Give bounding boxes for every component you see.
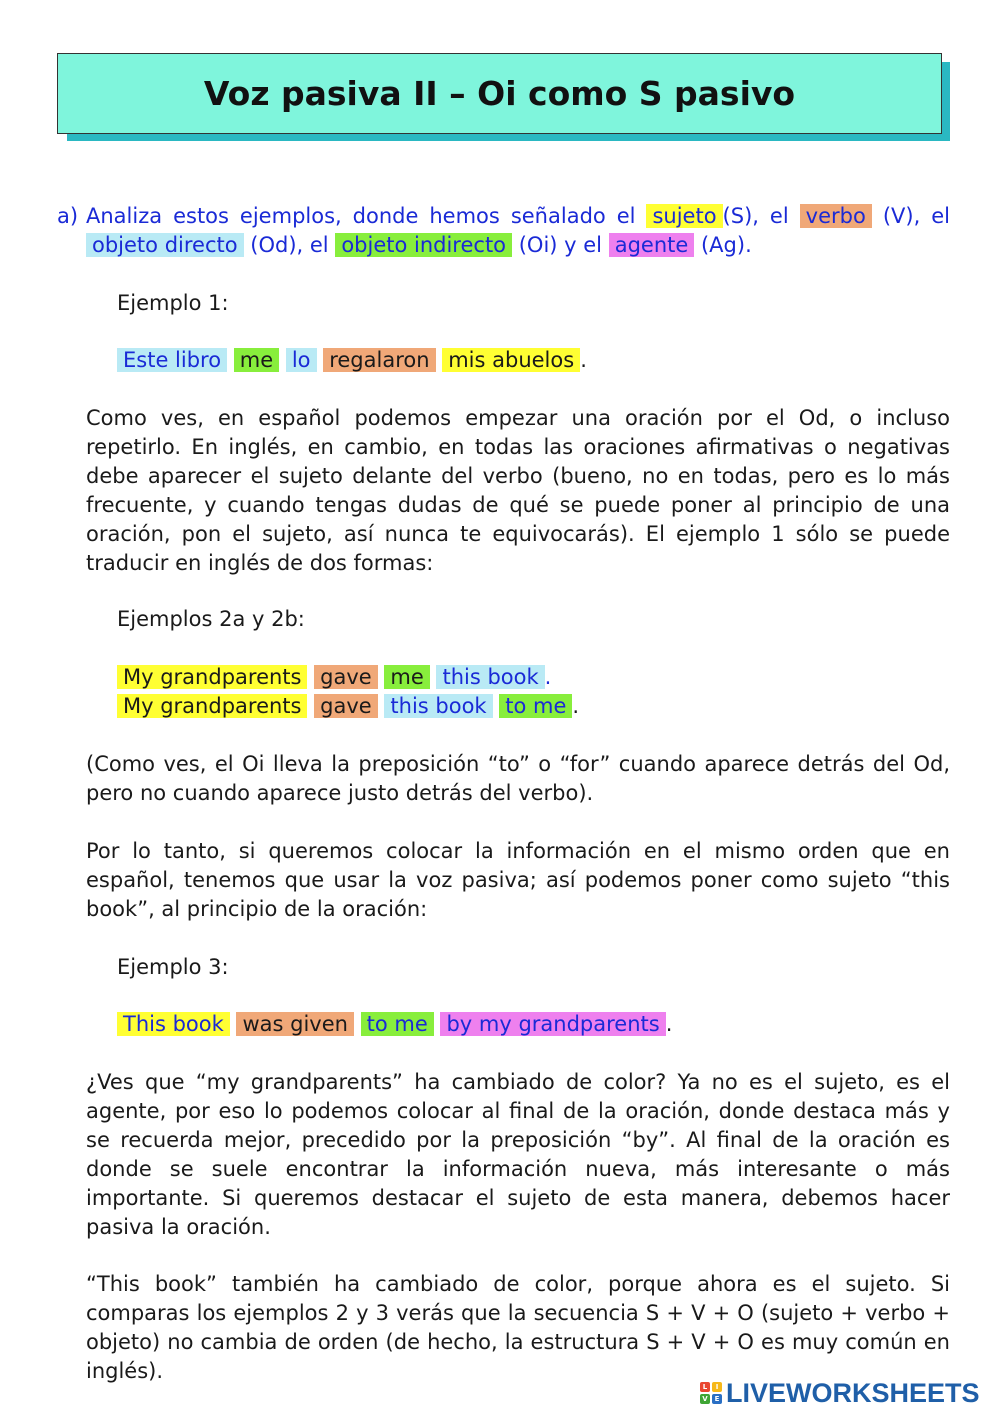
example2a-subject: My grandparents [117, 665, 307, 689]
example2-label: Ejemplos 2a y 2b: [117, 607, 305, 631]
page-title: Voz pasiva II – Oi como S pasivo [57, 53, 942, 134]
instruction-part: (Ag). [700, 233, 752, 257]
example1-subject: mis abuelos [442, 348, 580, 372]
instruction-part: (V), [882, 204, 921, 228]
example2b-od: this book [384, 694, 492, 718]
legend-direct-object: objeto directo [86, 233, 244, 257]
instruction-part: el [931, 204, 950, 228]
paragraph-1: Como ves, en español podemos empezar una oración por el Od, o incluso repetirlo. En inglés, en cambio, en todas las oraciones afirmativas o negativas debe aparecer el sujeto delante del verbo (bueno, no en todas, pero es lo más frecuente, y cuando tengas dudas de qué se puede poner al principio de una oración, pon el sujeto, así nunca te equivocarás). El ejemplo 1 sólo se puede traducir en inglés de dos formas: [86, 406, 950, 575]
example3-oi: to me [361, 1012, 434, 1036]
paragraph-5: “This book” también ha cambiado de color, porque ahora es el sujeto. Si comparas los ejemplos 2 y 3 verás que la secuencia S + V + O (sujeto + verbo + objeto) no cambia de orden (de hecho, la estructura S + V + O es muy común en inglés). [86, 1272, 950, 1383]
legend-subject: sujeto [646, 204, 722, 228]
example2a-od: this book [436, 665, 544, 689]
logo-letter: I [712, 1382, 722, 1392]
legend-agent: agente [609, 233, 695, 257]
example2b-verb: gave [314, 694, 378, 718]
instruction-part: (S), el [722, 204, 789, 228]
example2b-oi: to me [499, 694, 572, 718]
period: . [544, 665, 552, 689]
logo-text: LIVEWORKSHEETS [726, 1377, 980, 1408]
example3-subject: This book [117, 1012, 230, 1036]
period: . [665, 1012, 673, 1036]
example1-oi: me [234, 348, 279, 372]
example3-verb: was given [236, 1012, 353, 1036]
logo-letter: L [700, 1382, 710, 1392]
period: . [580, 348, 587, 372]
example2b-subject: My grandparents [117, 694, 307, 718]
example1-od-pronoun: lo [286, 348, 317, 372]
example2a-sentence [117, 663, 551, 692]
example1-verb: regalaron [323, 348, 435, 372]
example2a-verb: gave [314, 665, 378, 689]
example2b-sentence [117, 692, 579, 721]
example1-sentence [117, 346, 587, 375]
example3-agent: by my grandparents [440, 1012, 665, 1036]
instruction-part: (Oi) y el [518, 233, 603, 257]
legend-indirect-object: objeto indirecto [335, 233, 512, 257]
paragraph-2: (Como ves, el Oi lleva la preposición “to” o “for” cuando aparece detrás del Od, pero no cuando aparece justo detrás del verbo). [86, 752, 950, 805]
paragraph-4: ¿Ves que “my grandparents” ha cambiado de color? Ya no es el sujeto, es el agente, por eso lo podemos colocar al final de la oración, donde destaca más y se recuerda mejor, precedido por la preposición “by”. Al final de la oración es donde se suele encontrar la información nueva, más interesante o más importante. Si queremos destacar el sujeto de esta manera, debemos hacer pasiva la oración. [86, 1070, 950, 1239]
instruction-text [86, 202, 950, 260]
logo-letter: V [700, 1394, 710, 1404]
period: . [572, 694, 580, 718]
list-marker: a) [57, 204, 79, 228]
instruction-part: Analiza estos ejemplos, donde hemos señalado el [86, 204, 636, 228]
example3-sentence [117, 1010, 672, 1039]
logo-letter: E [712, 1394, 722, 1404]
example1-label: Ejemplo 1: [117, 291, 229, 315]
paragraph-3: Por lo tanto, si queremos colocar la información en el mismo orden que en español, tenemos que usar la voz pasiva; así podemos poner como sujeto “this book”, al principio de la oración: [86, 839, 950, 921]
example1-od: Este libro [117, 348, 227, 372]
example3-label: Ejemplo 3: [117, 955, 229, 979]
legend-verb: verbo [800, 204, 872, 228]
liveworksheets-logo [700, 1378, 980, 1408]
example2a-oi: me [384, 665, 429, 689]
logo-icon [700, 1382, 722, 1404]
instruction-part: (Od), el [250, 233, 329, 257]
